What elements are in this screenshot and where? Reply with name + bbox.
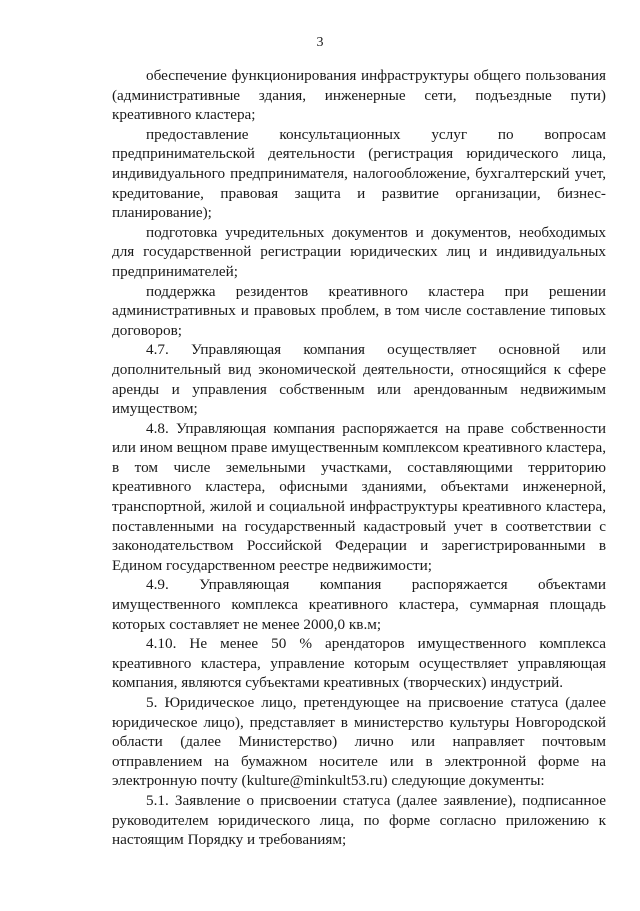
paragraph-infrastructure: обеспечение функционирования инфраструктуры общего пользования (административные здания, инженерные сети, подъездные пути) креативного кластера; (112, 67, 606, 124)
paragraph-5-1: 5.1. Заявление о присвоении статуса (далее заявление), подписанное руководителем юридического лица, по форме согласно приложению к настоящим Порядку и требованиям; (112, 791, 606, 849)
paragraph-4-7: 4.7. Управляющая компания осуществляет основной или дополнительный вид экономической деятельности, относящийся к сфере аренды и управления собственным или арендованным недвижимым имуществом; (112, 341, 606, 418)
page-number: 3 (316, 35, 324, 50)
paragraph-consulting: предоставление консультационных услуг по вопросам предпринимательской деятельности (регистрация юридического лица, индивидуального предпринимателя, налогообложение, бухгалтерский учет, кредитование, правовая защита и развитие организации, бизнес-планирование); (112, 125, 606, 222)
paragraph-4-8: 4.8. Управляющая компания распоряжается на праве собственности или ином вещном праве имущественным комплексом креативного кластера, в том числе земельными участками, составляющими территорию креативного кластера, офисными зданиями, объектами инженерной, транспортной, жилой и социальной инфраструктуры креативного кластера, поставленными на государственный кадастровый учет в соответствии с законодательством Российской Федерации и зарегистрированными в Едином государственном реестре недвижимости; (112, 419, 606, 574)
paragraph-resident-support: поддержка резидентов креативного кластера при решении административных и правовых проблем, в том числе составление типовых договоров; (112, 282, 606, 339)
paragraph-4-10: 4.10. Не менее 50 % арендаторов имущественного комплекса креативного кластера, управление которым осуществляет управляющая компания, являются субъектами креативных (творческих) индустрий. (112, 635, 606, 692)
document-body (112, 66, 606, 850)
paragraph-4-9: 4.9. Управляющая компания распоряжается объектами имущественного комплекса креативного кластера, суммарная площадь которых составляет не менее 2000,0 кв.м; (112, 576, 606, 633)
paragraph-5: 5. Юридическое лицо, претендующее на присвоение статуса (далее юридическое лицо), представляет в министерство культуры Новгородской области (далее Министерство) лично или направляет почтовым отправлением на бумажном носителе или в электронной форме на электронную почту (kulture@minkult53.ru) следующие документы: (112, 694, 606, 790)
paragraph-documents: подготовка учредительных документов и документов, необходимых для государственной регистрации юридических лиц и индивидуальных предпринимателей; (112, 223, 606, 280)
